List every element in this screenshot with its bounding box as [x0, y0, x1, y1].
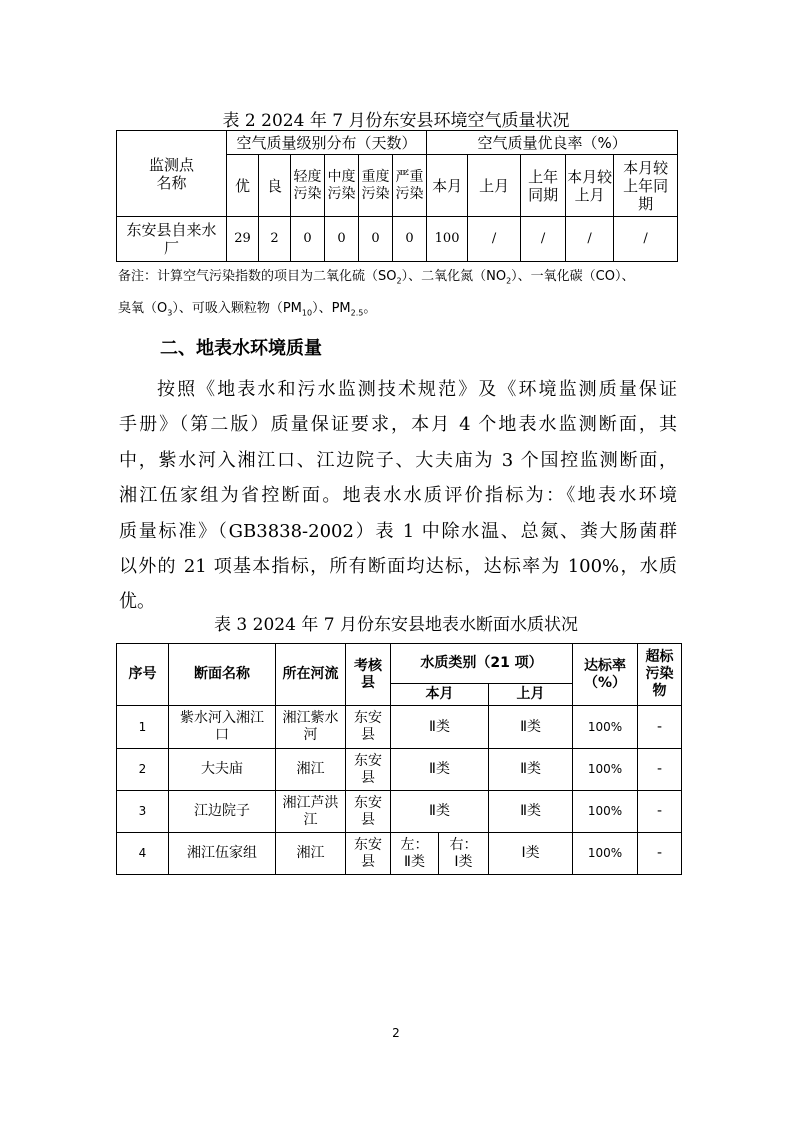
seq-cell: 1: [117, 706, 169, 749]
section-name-cell: 湘江伍家组: [169, 833, 276, 875]
value-cell: 0: [291, 217, 325, 262]
last-month-header: 上月: [489, 684, 573, 706]
rate-cell: 100%: [573, 791, 638, 833]
quality-class-header: 水质类别（21 项）: [391, 644, 573, 684]
river-cell: 湘江紫水 河: [276, 706, 346, 749]
last-month-class-cell: Ⅱ类: [489, 791, 573, 833]
this-month-right-bank-cell: 右： Ⅰ类: [439, 833, 489, 875]
this-month-class-cell: Ⅱ类: [391, 749, 489, 791]
level-distribution-header: 空气质量级别分布（天数）: [227, 131, 427, 155]
compliance-rate-header: 达标率 （%）: [573, 644, 638, 706]
last-month-class-cell: Ⅰ类: [489, 833, 573, 875]
paragraph-line: 质量标准》（GB3838-2002）表 1 中除水温、总氮、粪大肠菌群: [119, 520, 677, 542]
value-cell: 29: [227, 217, 259, 262]
county-cell: 东安 县: [346, 706, 391, 749]
section-name-header: 断面名称: [169, 644, 276, 706]
pollutant-header: 超标 污染 物: [638, 644, 682, 706]
value-cell: 2: [259, 217, 291, 262]
section-name-cell: 大夫庙: [169, 749, 276, 791]
table-row: [117, 217, 678, 262]
table-row: [117, 833, 682, 875]
paragraph-line: 中，紫水河入湘江口、江边院子、大夫庙为 3 个国控监测断面，: [119, 449, 677, 471]
value-cell: 0: [393, 217, 427, 262]
table2-note-line2: 臭氧$(O_3)$、可吸入颗粒物$(PM_{10})$、$PM_{2.5}$。: [118, 301, 377, 318]
section-name-cell: 江边院子: [169, 791, 276, 833]
this-month-header: 本月: [391, 684, 489, 706]
last-month-class-cell: Ⅱ类: [489, 749, 573, 791]
pollutant-cell: -: [638, 791, 682, 833]
value-cell: 100: [427, 217, 468, 262]
value-cell: /: [566, 217, 614, 262]
river-cell: 湘江芦洪 江: [276, 791, 346, 833]
level-heavy-header: 重度 污染: [359, 155, 393, 217]
paragraph-line: 以外的 21 项基本指标，所有断面均达标，达标率为 100%，水质: [119, 556, 677, 578]
table-row: [117, 749, 682, 791]
county-header: 考核 县: [346, 644, 391, 706]
county-cell: 东安 县: [346, 749, 391, 791]
station-header: 监测点 名称: [117, 131, 227, 217]
level-good-header: 良: [259, 155, 291, 217]
table2-note-line1: 备注：计算空气污染指数的项目为二氧化硫$(SO_2)$、二氧化氮$(NO_2)$、一氧化碳（CO）、: [118, 269, 635, 286]
level-light-header: 轻度 污染: [291, 155, 325, 217]
county-cell: 东安 县: [346, 833, 391, 875]
seq-cell: 2: [117, 749, 169, 791]
last-month-class-cell: Ⅱ类: [489, 706, 573, 749]
this-month-left-bank-cell: 左： Ⅱ类: [391, 833, 439, 875]
rate-cell: 100%: [573, 706, 638, 749]
value-cell: /: [521, 217, 566, 262]
river-header: 所在河流: [276, 644, 346, 706]
value-cell: 0: [359, 217, 393, 262]
value-cell: /: [468, 217, 521, 262]
seq-header: 序号: [117, 644, 169, 706]
level-moderate-header: 中度 污染: [325, 155, 359, 217]
rate-cell: 100%: [573, 749, 638, 791]
table2-caption: 表 2 2024 年 7 月份东安县环境空气质量状况: [222, 111, 570, 131]
air-quality-table: [116, 130, 678, 262]
paragraph-line: 优。: [119, 591, 155, 613]
this-month-class-cell: Ⅱ类: [391, 791, 489, 833]
value-cell: 0: [325, 217, 359, 262]
river-cell: 湘江: [276, 749, 346, 791]
pollutant-cell: -: [638, 706, 682, 749]
paragraph-line: 手册》（第二版）质量保证要求，本月 4 个地表水监测断面，其: [119, 414, 677, 436]
seq-cell: 3: [117, 791, 169, 833]
paragraph-line: 湘江伍家组为省控断面。地表水水质评价指标为：《地表水环境: [119, 485, 677, 507]
excellent-rate-header: 空气质量优良率（%）: [427, 131, 678, 155]
value-cell: /: [614, 217, 678, 262]
river-cell: 湘江: [276, 833, 346, 875]
level-excellent-header: 优: [227, 155, 259, 217]
rate-vs-last-year-header: 本月较 上年同 期: [614, 155, 678, 217]
section-paragraph: [119, 372, 677, 620]
section-name-cell: 紫水河入湘江 口: [169, 706, 276, 749]
pollutant-cell: -: [638, 833, 682, 875]
this-month-class-cell: Ⅱ类: [391, 706, 489, 749]
paragraph-line: 按照《地表水和污水监测技术规范》及《环境监测质量保证: [157, 379, 677, 400]
surface-water-table: [116, 643, 682, 875]
rate-last-year-header: 上年 同期: [521, 155, 566, 217]
rate-last-month-header: 上月: [468, 155, 521, 217]
level-severe-header: 严重 污染: [393, 155, 427, 217]
station-name: 东安县自来水 厂: [117, 217, 227, 262]
table-row: [117, 791, 682, 833]
page-number: 2: [392, 1026, 400, 1040]
table3-caption: 表 3 2024 年 7 月份东安县地表水断面水质状况: [214, 615, 578, 635]
table-row: [117, 706, 682, 749]
rate-this-month-header: 本月: [427, 155, 468, 217]
county-cell: 东安 县: [346, 791, 391, 833]
rate-vs-last-month-header: 本月较 上月: [566, 155, 614, 217]
section-heading: 二、地表水环境质量: [160, 338, 322, 359]
rate-cell: 100%: [573, 833, 638, 875]
pollutant-cell: -: [638, 749, 682, 791]
seq-cell: 4: [117, 833, 169, 875]
